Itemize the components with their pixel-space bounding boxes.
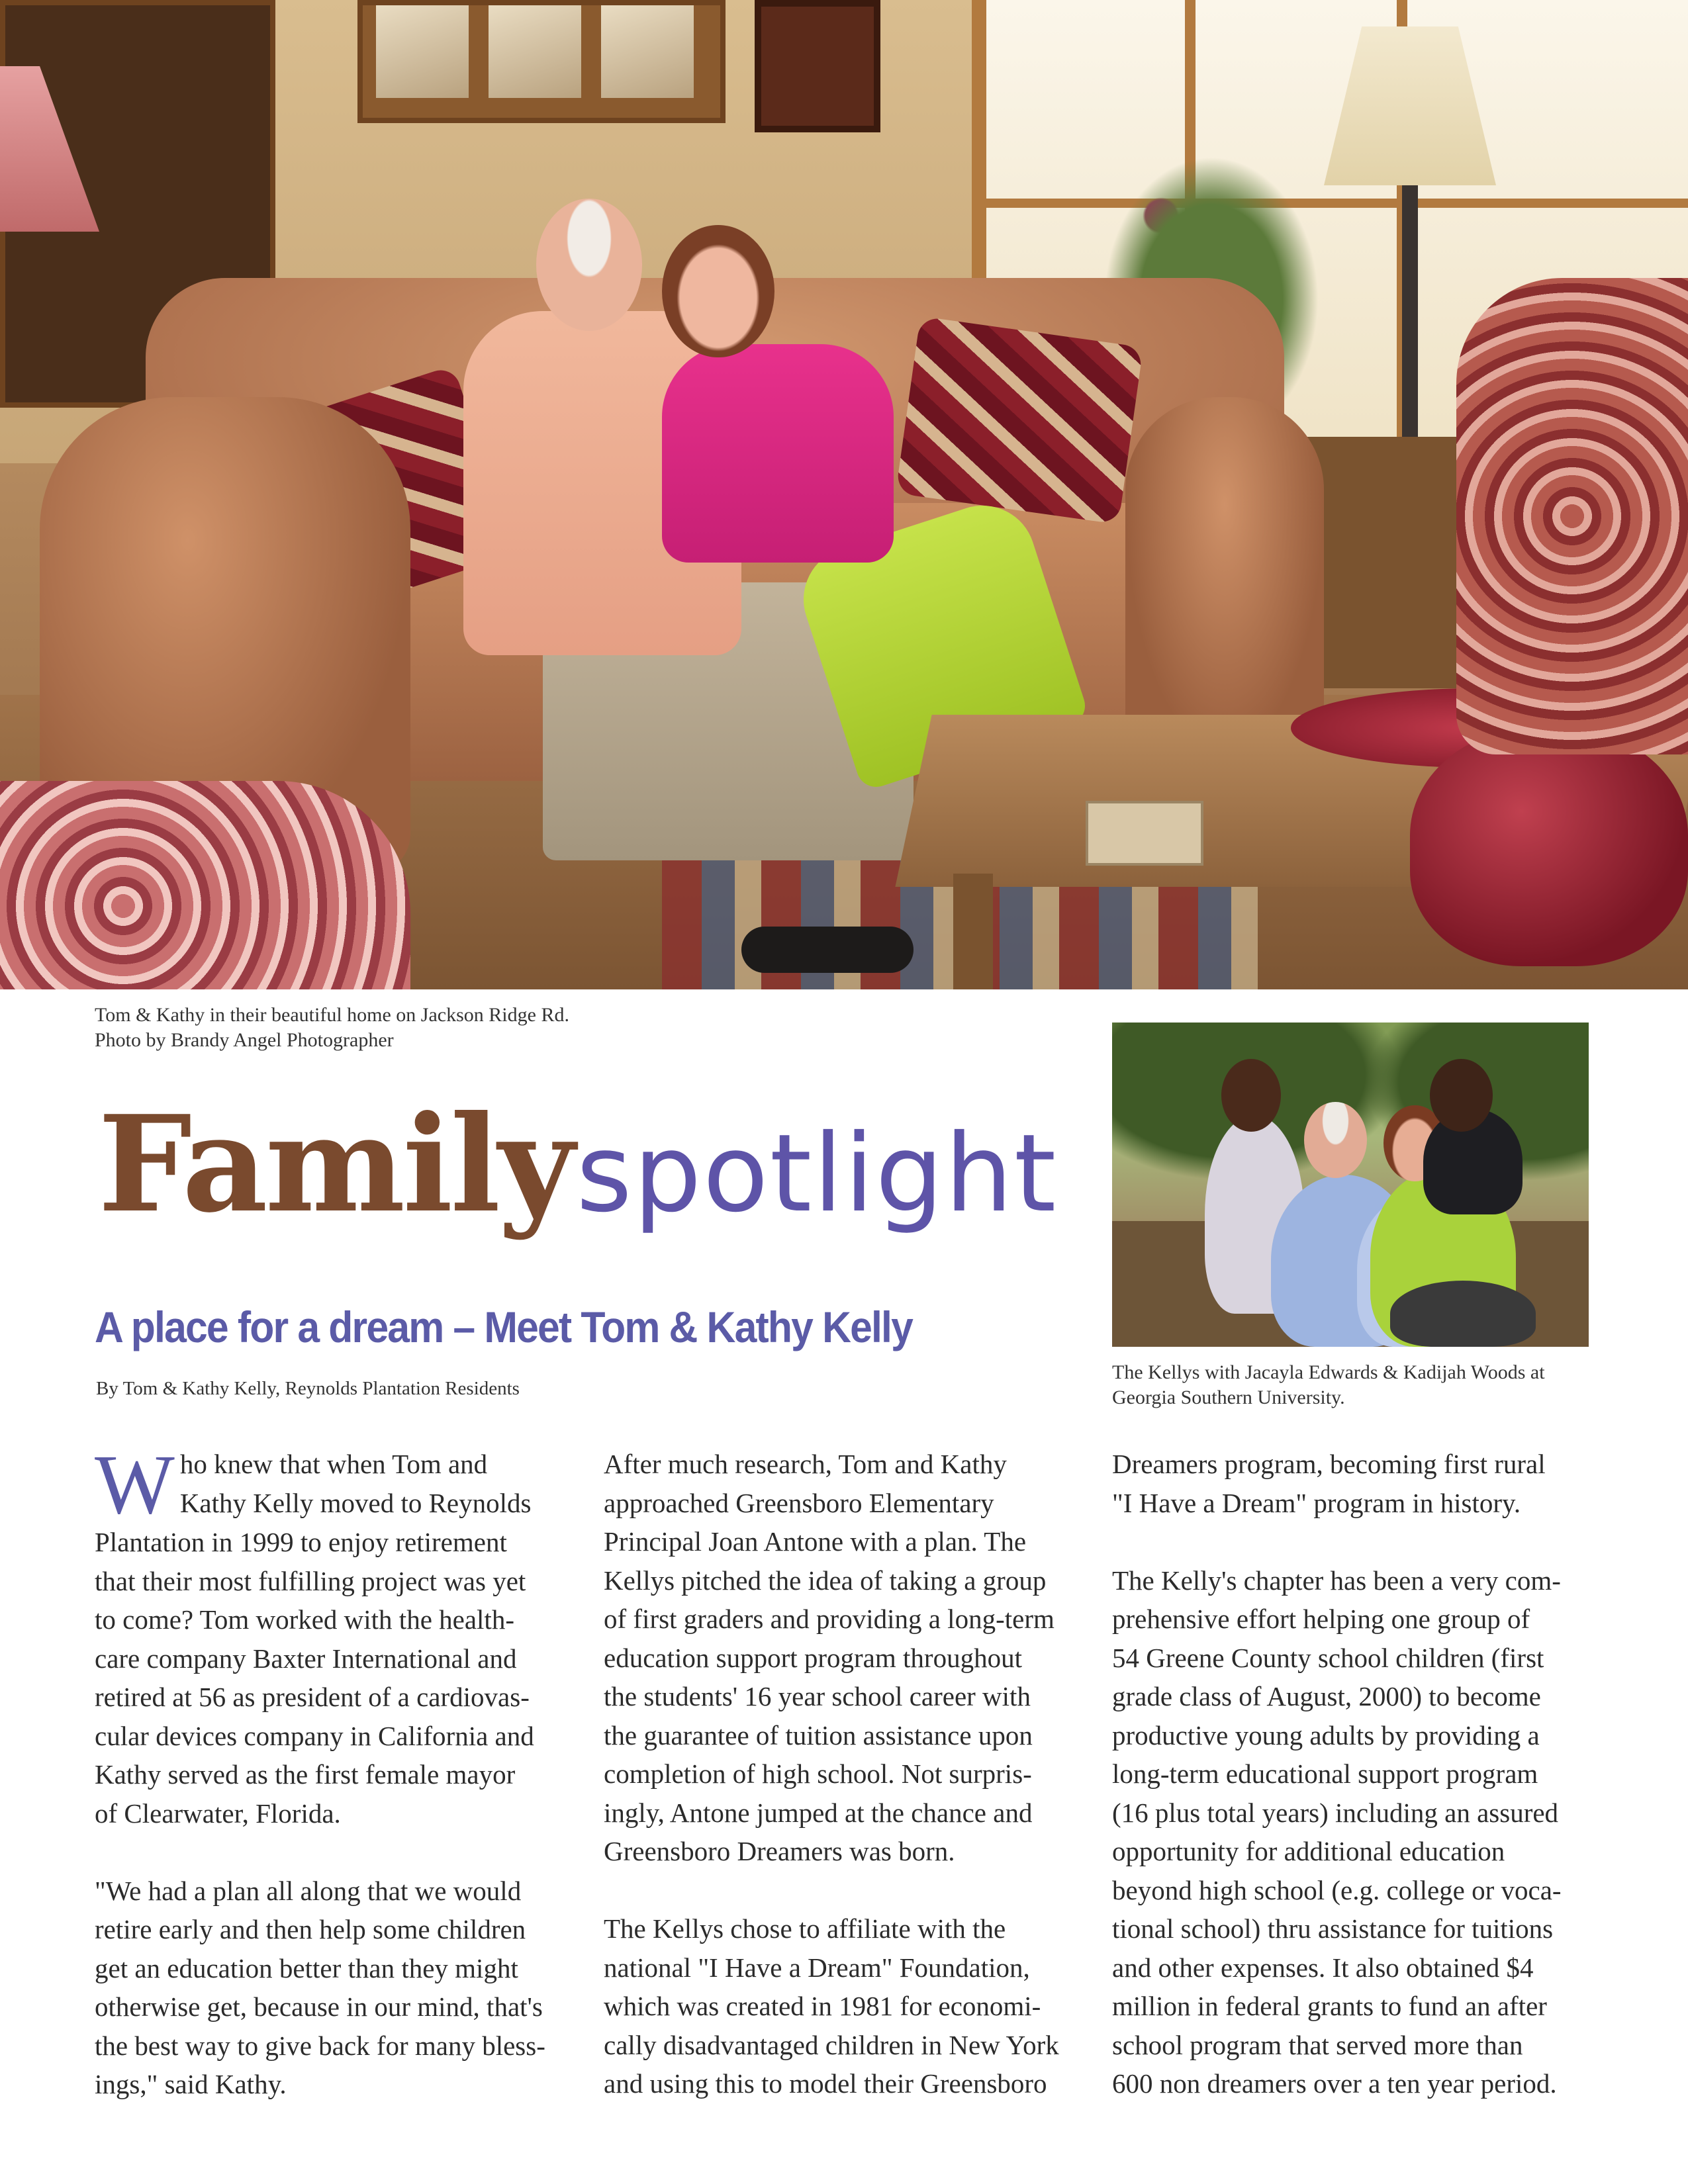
photo-woman (662, 344, 894, 563)
photo-sofa-arm-right (1125, 397, 1324, 754)
col3-line: (16 plus total years) including an assured (1112, 1797, 1559, 1828)
photo-armchair-right (1456, 278, 1688, 754)
col2-line: completion of high school. Not surpris- (604, 1758, 1032, 1789)
col1-paragraph-2 (95, 1872, 585, 2104)
hero-caption-line1: Tom & Kathy in their beautiful home on Jackson Ridge Rd. (95, 1004, 569, 1026)
col3-line: beyond high school (e.g. college or voca- (1112, 1874, 1562, 1905)
col3-line: school program that served more than (1112, 2029, 1523, 2060)
photo-shoes (741, 927, 914, 973)
col3-line: 54 Greene County school children (first (1112, 1642, 1544, 1673)
photo-pillow-right (896, 316, 1143, 525)
secondary-caption-line1: The Kellys with Jacayla Edwards & Kadijah Woods at (1112, 1361, 1545, 1383)
col2-line: and using this to model their Greensboro (604, 2068, 1047, 2099)
col3-line: tional school) thru assistance for tuitions (1112, 1913, 1554, 1944)
col2-line: national "I Have a Dream" Foundation, (604, 1952, 1030, 1983)
hero-caption (95, 1003, 569, 1053)
article-byline: By Tom & Kathy Kelly, Reynolds Plantation Residents (96, 1378, 520, 1399)
photo-coasters (1086, 801, 1203, 866)
secondary-caption (1112, 1360, 1545, 1410)
col3-line: productive young adults by providing a (1112, 1719, 1540, 1751)
col1-line: get an education better than they might (95, 1952, 518, 1983)
photo2-student-right-head (1430, 1059, 1493, 1132)
col3-line: Dreamers program, becoming first rural (1112, 1449, 1546, 1479)
col2-paragraph-1 (604, 1445, 1094, 1871)
col1-line: Plantation in 1999 to enjoy retirement (95, 1527, 507, 1557)
article-column-2 (604, 1445, 1094, 2103)
photo-cabinet (357, 0, 726, 123)
col2-line: the guarantee of tuition assistance upon (604, 1719, 1033, 1751)
col3-line: million in federal grants to fund an after (1112, 1991, 1547, 2021)
col2-line: After much research, Tom and Kathy (604, 1449, 1007, 1479)
col1-line: cular devices company in California and (95, 1720, 534, 1751)
col1-line: ings," said Kathy. (95, 2069, 287, 2099)
col3-line: The Kelly's chapter has been a very com- (1112, 1565, 1561, 1596)
col1-line: ho knew that when Tom and (179, 1449, 488, 1479)
col1-paragraph-1 (95, 1523, 585, 1833)
col1-line: retired at 56 as president of a cardiovas- (95, 1682, 530, 1712)
title-spotlight: spotlight (576, 1112, 1058, 1236)
photo-pot (1410, 728, 1688, 966)
col1-line: the best way to give back for many bless- (95, 2030, 545, 2061)
col2-line: ingly, Antone jumped at the chance and (604, 1797, 1033, 1828)
secondary-caption-line2: Georgia Southern University. (1112, 1387, 1345, 1408)
col1-line: care company Baxter International and (95, 1643, 517, 1674)
col1-line: to come? Tom worked with the health- (95, 1604, 514, 1635)
col2-line: Principal Joan Antone with a plan. The (604, 1526, 1027, 1557)
section-title (98, 1085, 1057, 1253)
col3-line: opportunity for additional education (1112, 1836, 1505, 1866)
article-subhead: A place for a dream – Meet Tom & Kathy Kelly (95, 1302, 913, 1351)
photo-armchair-left (0, 781, 410, 989)
secondary-photo (1112, 1023, 1589, 1347)
col1-line: Kathy Kelly moved to Reynolds (179, 1487, 532, 1518)
col3-line: long-term educational support program (1112, 1758, 1538, 1789)
col3-line: grade class of August, 2000) to become (1112, 1681, 1541, 1711)
col2-line: Kellys pitched the idea of taking a group (604, 1565, 1047, 1596)
col2-line: Greensboro Dreamers was born. (604, 1836, 955, 1866)
col2-line: education support program throughout (604, 1642, 1022, 1673)
col1-line: retire early and then help some children (95, 1914, 526, 1944)
hero-caption-credit: Photo by Brandy Angel Photographer (95, 1029, 394, 1051)
col3-paragraph-2 (1112, 1561, 1615, 2103)
col2-paragraph-2 (604, 1909, 1094, 2103)
photo-woman-head (662, 225, 774, 357)
col2-line: cally disadvantaged children in New York (604, 2029, 1059, 2060)
photo-table-leg (953, 874, 993, 989)
col2-line: of first graders and providing a long-term (604, 1604, 1055, 1634)
col2-line: approached Greensboro Elementary (604, 1487, 994, 1518)
article-column-3 (1112, 1445, 1615, 2103)
col1-line: that their most fulfilling project was yet (95, 1565, 526, 1596)
photo-lamp-pole (1402, 185, 1418, 437)
photo2-tom-head (1304, 1102, 1367, 1178)
col2-line: the students' 16 year school career with (604, 1681, 1031, 1711)
photo-man-head (536, 199, 642, 331)
title-family: Family (98, 1087, 573, 1242)
photo2-student-left-head (1221, 1059, 1281, 1132)
photo-painting (755, 0, 880, 132)
col3-line: "I Have a Dream" program in history. (1112, 1487, 1521, 1518)
col1-line: "We had a plan all along that we would (95, 1875, 522, 1906)
col1-line: of Clearwater, Florida. (95, 1797, 341, 1829)
drop-cap: W (95, 1437, 175, 1531)
col1-line: Kathy served as the first female mayor (95, 1759, 516, 1790)
col2-line: which was created in 1981 for economi- (604, 1991, 1041, 2021)
hero-photo (0, 0, 1688, 989)
col3-line: prehensive effort helping one group of (1112, 1604, 1530, 1634)
col3-line: 600 non dreamers over a ten year period. (1112, 2068, 1557, 2099)
col3-paragraph-1 (1112, 1445, 1615, 1522)
article-column-1 (95, 1437, 585, 2104)
col3-line: and other expenses. It also obtained $4 (1112, 1952, 1534, 1983)
photo2-kathy-legs (1390, 1281, 1536, 1347)
col1-line: otherwise get, because in our mind, that's (95, 1991, 543, 2022)
col2-line: The Kellys chose to affiliate with the (604, 1913, 1006, 1944)
